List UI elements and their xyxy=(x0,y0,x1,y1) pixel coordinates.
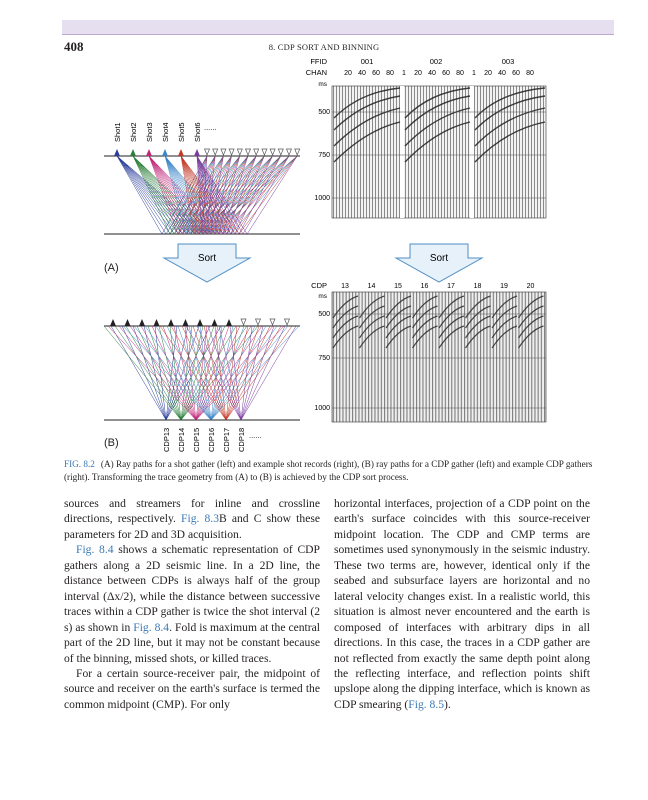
shot-marker xyxy=(139,319,145,326)
cdp-tick: 20 xyxy=(526,283,535,290)
cdp-label: CDP17 xyxy=(222,427,231,452)
paragraph: horizontal interfaces, projection of a CDP point on the earth's surface coincides with this source-receiver midpoint location. The CDP and CMP terms are sometimes used synonymously in the seismic industry. These two terms are, however, identical only if the seabed and subsurface layers are horizontal and no lateral velocity changes exist. In a realistic world, this situation is almost never encountered and the earth is composed of interfaces with arbitrary dips in all directions. In this case, the traces in a CDP gather are not reflected from exactly the same depth point along the reflecting interface, and reflection points shift upslope along the dipping interface, which is known as CDP smearing (Fig. 8.5). xyxy=(334,497,590,711)
ffid-value: 002 xyxy=(429,57,443,66)
ray-path xyxy=(130,326,262,420)
shot-marker xyxy=(162,149,168,156)
ffid-value: 001 xyxy=(360,57,374,66)
left-column xyxy=(64,496,320,712)
receiver-marker xyxy=(256,319,261,325)
time-tick: 750 xyxy=(318,152,330,159)
svg-text:CHAN: CHAN xyxy=(305,68,327,77)
ray-path xyxy=(144,326,188,420)
shot-marker xyxy=(178,149,184,156)
ray-path xyxy=(145,326,277,420)
ray-path xyxy=(219,326,263,420)
caption-number: FIG. 8.2 xyxy=(64,459,95,469)
time-tick: 750 xyxy=(318,355,330,362)
figure-caption xyxy=(64,458,594,484)
ray-path xyxy=(137,326,225,420)
shot-label: ...... xyxy=(204,123,217,132)
receiver-marker xyxy=(278,149,283,155)
paragraph: For a certain source-receiver pair, the midpoint of source and receiver on the earth's surface is termed the common midpoint (CMP). For only xyxy=(64,666,320,711)
cdp-tick: 17 xyxy=(447,283,455,290)
receiver-marker xyxy=(270,319,275,325)
shot-gather-raypaths xyxy=(104,149,300,234)
receiver-marker xyxy=(262,149,267,155)
cdp-label: CDP14 xyxy=(177,427,186,452)
figure-link[interactable]: Fig. 8.4 xyxy=(76,543,114,557)
ray-path xyxy=(197,326,285,420)
shot-marker xyxy=(168,319,174,326)
chan-tick: 20 xyxy=(344,70,352,77)
shot-marker xyxy=(194,149,200,156)
cdp-label: ...... xyxy=(249,431,262,440)
shot-labels xyxy=(113,122,217,142)
chan-tick: 40 xyxy=(358,70,366,77)
ray-path xyxy=(159,326,203,420)
chan-tick: 40 xyxy=(428,70,436,77)
receiver-marker xyxy=(221,149,226,155)
cdp-record xyxy=(332,292,546,422)
receiver-marker xyxy=(287,149,292,155)
shot-marker xyxy=(197,319,203,326)
chan-tick: 80 xyxy=(456,70,464,77)
svg-text:Sort: Sort xyxy=(197,253,217,264)
receiver-marker xyxy=(237,149,242,155)
chan-tick: 1 xyxy=(472,70,476,77)
time-tick: 500 xyxy=(318,109,330,116)
caption-text: (A) Ray paths for a shot gather (left) and example shot records (right), (B) ray paths for a CDP gather (left) and example CDP gathers (right). Transforming the trace geometry from (A) to (B) is achieved by the CDP sort process. xyxy=(64,459,593,482)
shot-marker xyxy=(212,319,218,326)
shot-marker xyxy=(110,319,116,326)
ray-path xyxy=(174,326,218,420)
chan-tick: 40 xyxy=(498,70,506,77)
receiver-marker xyxy=(205,149,210,155)
figure-link[interactable]: Fig. 8.5 xyxy=(408,697,445,711)
sort-arrow-right xyxy=(396,244,482,282)
ray-path xyxy=(189,326,233,420)
shot-label: Shot6 xyxy=(193,122,202,142)
chan-tick: 20 xyxy=(484,70,492,77)
receiver-marker xyxy=(213,149,218,155)
right-column xyxy=(334,496,590,712)
receiver-marker xyxy=(246,149,251,155)
receiver-marker xyxy=(241,319,246,325)
ray-path xyxy=(152,326,240,420)
receiver-marker xyxy=(285,319,290,325)
chan-tick: 80 xyxy=(526,70,534,77)
figure-link[interactable]: Fig. 8.3 xyxy=(181,512,220,526)
shot-marker xyxy=(114,149,120,156)
receiver-marker xyxy=(229,149,234,155)
svg-text:FFID: FFID xyxy=(310,57,327,66)
chan-tick: 20 xyxy=(414,70,422,77)
paragraph: sources and streamers for inline and crossline directions, respectively. Fig. 8.3B and C show these parameters for 2D and 3D acquisition. xyxy=(64,497,320,541)
shot-marker xyxy=(183,319,189,326)
cdp-label: CDP13 xyxy=(162,427,171,452)
ray-path xyxy=(204,326,248,420)
cdp-tick: 16 xyxy=(420,283,429,290)
receiver-marker xyxy=(270,149,275,155)
cdp-gather-raypaths xyxy=(104,319,300,420)
panel-b-label: (B) xyxy=(104,437,119,449)
panel-a-label: (A) xyxy=(104,262,119,274)
chan-tick: 60 xyxy=(372,70,380,77)
time-tick: 500 xyxy=(318,311,330,318)
svg-text:ms: ms xyxy=(318,81,327,88)
chan-tick: 1 xyxy=(402,70,406,77)
chan-tick: 80 xyxy=(386,70,394,77)
receiver-marker xyxy=(254,149,259,155)
time-tick: 1000 xyxy=(314,195,330,202)
shot-marker xyxy=(154,319,160,326)
ray-path xyxy=(160,326,292,420)
shot-marker xyxy=(226,319,232,326)
cdp-label: CDP15 xyxy=(192,427,201,452)
cdp-label: CDP18 xyxy=(237,427,246,452)
time-tick: 1000 xyxy=(314,405,330,412)
page-number: 408 xyxy=(64,39,84,54)
ray-path xyxy=(119,326,273,420)
svg-text:Sort: Sort xyxy=(429,253,449,264)
cdp-tick: 13 xyxy=(341,283,349,290)
cdp-labels xyxy=(162,428,262,452)
ray-path xyxy=(122,326,210,420)
cdp-tick: 14 xyxy=(367,283,376,290)
shot-label: Shot2 xyxy=(129,122,138,142)
ray-path xyxy=(167,326,255,420)
receiver-marker xyxy=(295,149,300,155)
shot-marker xyxy=(130,149,136,156)
cdp-tick: 18 xyxy=(473,283,482,290)
ray-path xyxy=(115,326,247,420)
chan-tick: 60 xyxy=(442,70,450,77)
cdp-label: CDP16 xyxy=(207,427,216,452)
svg-text:CDP: CDP xyxy=(311,281,327,290)
shot-marker xyxy=(125,319,131,326)
running-head: 8. CDP SORT AND BINNING xyxy=(268,42,380,52)
cdp-tick: 19 xyxy=(500,283,508,290)
shot-label: Shot3 xyxy=(145,122,154,142)
cdp-tick: 15 xyxy=(394,283,402,290)
sort-arrow-left xyxy=(164,244,250,282)
shot-label: Shot5 xyxy=(177,122,186,142)
ffid-value: 003 xyxy=(501,57,515,66)
chan-tick: 60 xyxy=(512,70,520,77)
figure-link[interactable]: Fig. 8.4 xyxy=(133,620,170,634)
shot-record xyxy=(332,86,546,218)
paragraph: Fig. 8.4 shows a schematic representation of CDP gathers along a 2D seismic line. In a 2D line, the distance between CDPs is always half of the group interval (Δx/2), while the distance between successive traces within a CDP gather is twice the shot interval (2 s) as shown in Fig. 8.4. Fold is maximum at the central part of the 2D line, but it may not be constant because of the binning, missed shots, or killed traces. xyxy=(64,543,320,665)
ray-path xyxy=(134,326,288,420)
svg-text:ms: ms xyxy=(318,293,327,300)
shot-marker xyxy=(146,149,152,156)
shot-label: Shot1 xyxy=(113,122,122,142)
ray-path xyxy=(104,326,258,420)
shot-label: Shot4 xyxy=(161,122,170,142)
ray-path xyxy=(182,326,270,420)
